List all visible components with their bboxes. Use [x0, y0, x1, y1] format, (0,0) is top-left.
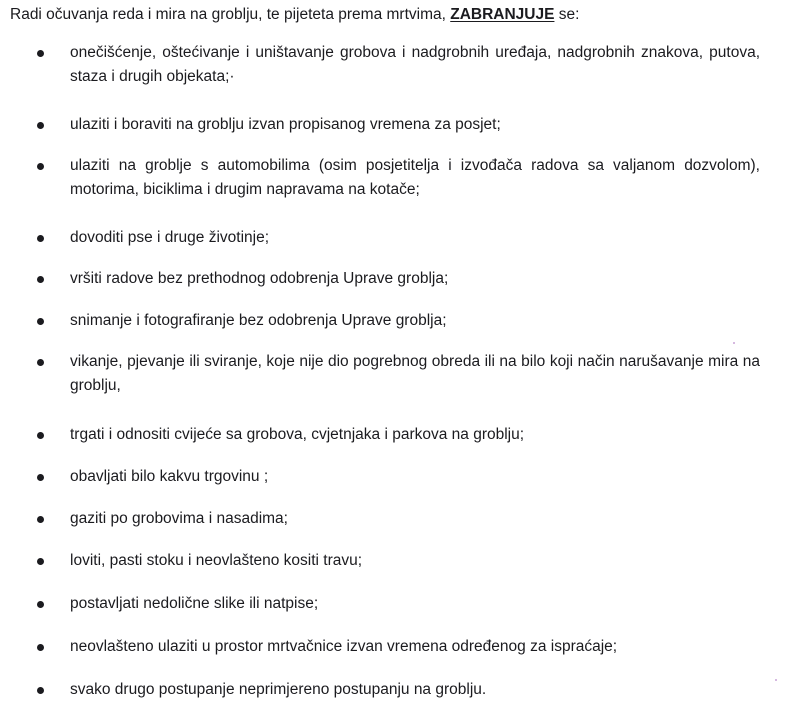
- list-item-text: svako drugo postupanje neprimjereno postupanju na groblju.: [70, 681, 487, 698]
- scan-speck: [775, 679, 777, 681]
- intro-paragraph: [10, 5, 579, 25]
- bullet-icon: [37, 687, 44, 694]
- bullet-icon: [37, 432, 44, 439]
- list-item-text: onečišćenje, oštećivanje i uništavanje grobova i nadgrobnih uređaja, nadgrobnih znakova, putova, staza i drugih objekata;·: [70, 44, 760, 85]
- intro-emphasis: ZABRANJUJE: [450, 6, 555, 23]
- list-item-text: vršiti radove bez prethodnog odobrenja Uprave groblja;: [70, 270, 449, 287]
- list-item-text: neovlašteno ulaziti u prostor mrtvačnice izvan vremena određenog za ispraćaje;: [70, 638, 618, 655]
- list-item-text: obavljati bilo kakvu trgovinu ;: [70, 468, 269, 485]
- list-item-text: snimanje i fotografiranje bez odobrenja Uprave groblja;: [70, 312, 447, 329]
- list-item-text: dovoditi pse i druge životinje;: [70, 229, 270, 246]
- bullet-icon: [37, 516, 44, 523]
- bullet-icon: [37, 50, 44, 57]
- bullet-icon: [37, 122, 44, 129]
- list-item-text: gaziti po grobovima i nasadima;: [70, 510, 288, 527]
- list-item-text: postavljati nedolične slike ili natpise;: [70, 595, 319, 612]
- bullet-icon: [37, 644, 44, 651]
- bullet-icon: [37, 235, 44, 242]
- list-item-text: trgati i odnositi cvijeće sa grobova, cvjetnjaka i parkova na groblju;: [70, 426, 525, 443]
- bullet-icon: [37, 474, 44, 481]
- bullet-icon: [37, 318, 44, 325]
- list-item-text: loviti, pasti stoku i neovlašteno kositi travu;: [70, 552, 363, 569]
- list-item-text: ulaziti na groblje s automobilima (osim posjetitelja i izvođača radova sa valjanom dozvolom), motorima, biciklima i drugim napravama na kotače;: [70, 157, 760, 198]
- list-item-text: vikanje, pjevanje ili sviranje, koje nije dio pogrebnog obreda ili na bilo koji način narušavanje mira na groblju,: [70, 353, 760, 394]
- intro-text: Radi očuvanja reda i mira na groblju, te pijeteta prema mrtvima,: [10, 6, 451, 23]
- bullet-icon: [37, 359, 44, 366]
- intro-text-end: se:: [554, 6, 580, 23]
- bullet-icon: [37, 276, 44, 283]
- bullet-icon: [37, 601, 44, 608]
- bullet-icon: [37, 558, 44, 565]
- list-item-text: ulaziti i boraviti na groblju izvan propisanog vremena za posjet;: [70, 116, 501, 133]
- scan-speck: [733, 342, 735, 344]
- bullet-icon: [37, 163, 44, 170]
